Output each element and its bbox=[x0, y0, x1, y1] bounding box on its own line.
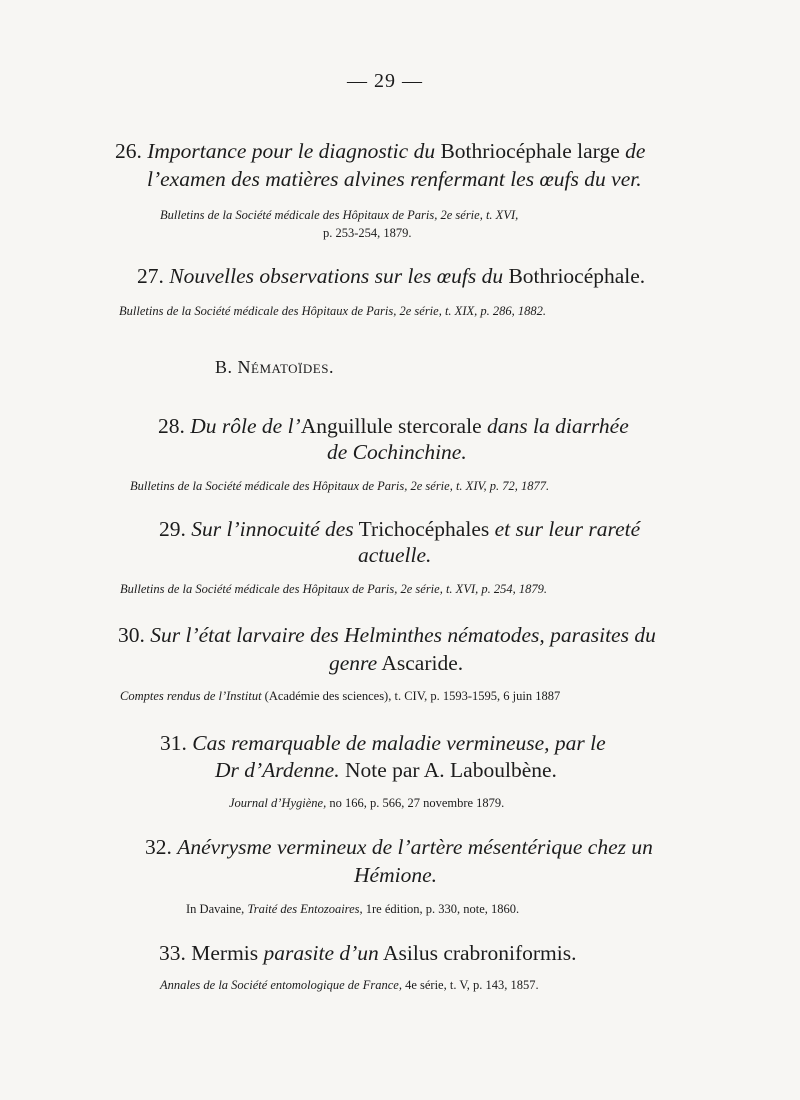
entry-26-title-line-2 bbox=[147, 164, 642, 194]
entry-30-number: 30. bbox=[118, 623, 145, 647]
section-heading bbox=[215, 357, 334, 378]
entry-28-title-italic: Du rôle de l’ bbox=[190, 414, 301, 438]
entry-29-subject: Trichocéphales bbox=[358, 517, 490, 541]
entry-27-title-italic: Nouvelles observations sur les œufs du bbox=[169, 264, 504, 288]
entry-32-reference-work: Traité des Entozoaires, bbox=[247, 902, 363, 916]
entry-28-reference bbox=[130, 478, 549, 495]
entry-26-reference-text: Bulletins de la Société médicale des Hôpitaux de Paris, 2e série, t. XVI, bbox=[160, 208, 519, 222]
entry-30-title-italic: Sur l’état larvaire des Helminthes nématodes, parasites du bbox=[150, 623, 656, 647]
entry-33-genus: Mermis bbox=[191, 941, 259, 965]
entry-28-subject: Anguillule stercorale bbox=[300, 414, 482, 438]
entry-26-title-line-2-text: l’examen des matières alvines renfermant les œufs du ver. bbox=[147, 167, 642, 191]
entry-29-title-line-2 bbox=[358, 540, 431, 570]
entry-29-reference-text: Bulletins de la Société médicale des Hôpitaux de Paris, 2e série, t. XVI, p. 254, 1879. bbox=[120, 582, 547, 596]
entry-31-note: Note par A. Laboulbène. bbox=[344, 758, 557, 782]
entry-28-number: 28. bbox=[158, 414, 185, 438]
entry-31-number: 31. bbox=[160, 731, 187, 755]
entry-31-reference bbox=[229, 795, 504, 812]
entry-30-reference-journal: Comptes rendus de l’Institut bbox=[120, 689, 262, 703]
entry-30-title-line-2 bbox=[329, 648, 463, 678]
entry-28-title-line-2-text: de Cochinchine. bbox=[327, 440, 467, 464]
entry-32-title-line-2 bbox=[354, 860, 437, 890]
entry-31-reference-details: no 166, p. 566, 27 novembre 1879. bbox=[329, 796, 505, 810]
entry-33-subject: Asilus crabroniformis. bbox=[382, 941, 577, 965]
entry-33-reference bbox=[160, 977, 539, 994]
entry-29-title-italic-2: et sur leur rareté bbox=[494, 517, 641, 541]
entry-32-title-line-2-text: Hémione. bbox=[354, 863, 437, 887]
entry-33-title-italic: parasite d’un bbox=[263, 941, 379, 965]
entry-32-title-line-1 bbox=[145, 832, 653, 862]
entry-31-author: Dr d’Ardenne. bbox=[215, 758, 340, 782]
entry-28-reference-text: Bulletins de la Société médicale des Hôpitaux de Paris, 2e série, t. XIV, p. 72, 1877. bbox=[130, 479, 550, 493]
entry-26-subject: Bothriocéphale large bbox=[440, 139, 620, 163]
entry-30-subject: Ascaride. bbox=[381, 651, 464, 675]
section-title: Nématoïdes. bbox=[237, 357, 334, 377]
entry-30-genre: genre bbox=[329, 651, 378, 675]
entry-33-reference-details: 4e série, t. V, p. 143, 1857. bbox=[405, 978, 539, 992]
entry-28-title-line-2 bbox=[327, 437, 467, 467]
entry-27-subject: Bothriocéphale. bbox=[508, 264, 646, 288]
entry-32-reference-details: 1re édition, p. 330, note, 1860. bbox=[365, 902, 520, 916]
entry-33-title bbox=[159, 938, 576, 968]
entry-29-title-italic: Sur l’innocuité des bbox=[191, 517, 354, 541]
entry-27-title bbox=[137, 261, 645, 291]
entry-29-number: 29. bbox=[159, 517, 186, 541]
entry-27-reference-text: Bulletins de la Société médicale des Hôpitaux de Paris, 2e série, t. XIX, p. 286, 1882. bbox=[119, 304, 546, 318]
entry-27-reference bbox=[119, 303, 546, 320]
entry-26-reference-line-1 bbox=[160, 207, 518, 224]
entry-28-title-italic-2: dans la diarrhée bbox=[487, 414, 629, 438]
entry-26-number: 26. bbox=[115, 139, 142, 163]
entry-27-number: 27. bbox=[137, 264, 164, 288]
entry-26-reference-line-2: p. 253-254, 1879. bbox=[323, 226, 412, 240]
section-letter: B. bbox=[215, 357, 233, 377]
entry-32-title-italic: Anévrysme vermineux de l’artère mésentérique chez un bbox=[177, 835, 653, 859]
entry-29-reference bbox=[120, 581, 547, 598]
entry-31-title-line-2 bbox=[215, 755, 557, 785]
entry-33-number: 33. bbox=[159, 941, 186, 965]
entry-31-title-italic: Cas remarquable de maladie vermineuse, par le bbox=[192, 731, 606, 755]
entry-32-reference bbox=[186, 901, 519, 918]
entry-30-reference bbox=[120, 688, 560, 705]
entry-33-reference-journal: Annales de la Société entomologique de France, bbox=[160, 978, 402, 992]
entry-30-title-line-1 bbox=[118, 620, 656, 650]
entry-31-reference-journal: Journal d’Hygiène, bbox=[229, 796, 327, 810]
entry-31-title-line-1 bbox=[160, 728, 606, 758]
entry-30-reference-details: (Académie des sciences), t. CIV, p. 1593-1595, 6 juin 1887 bbox=[264, 689, 561, 703]
entry-32-number: 32. bbox=[145, 835, 172, 859]
entry-32-reference-author: In Davaine, bbox=[186, 902, 245, 916]
entry-26-title-italic: Importance pour le diagnostic du bbox=[147, 139, 436, 163]
entry-29-title-line-2-text: actuelle. bbox=[358, 543, 432, 567]
entry-26-title-line-1 bbox=[115, 136, 645, 166]
page-number: — 29 — bbox=[347, 70, 423, 92]
entry-26-title-de: de bbox=[625, 139, 646, 163]
